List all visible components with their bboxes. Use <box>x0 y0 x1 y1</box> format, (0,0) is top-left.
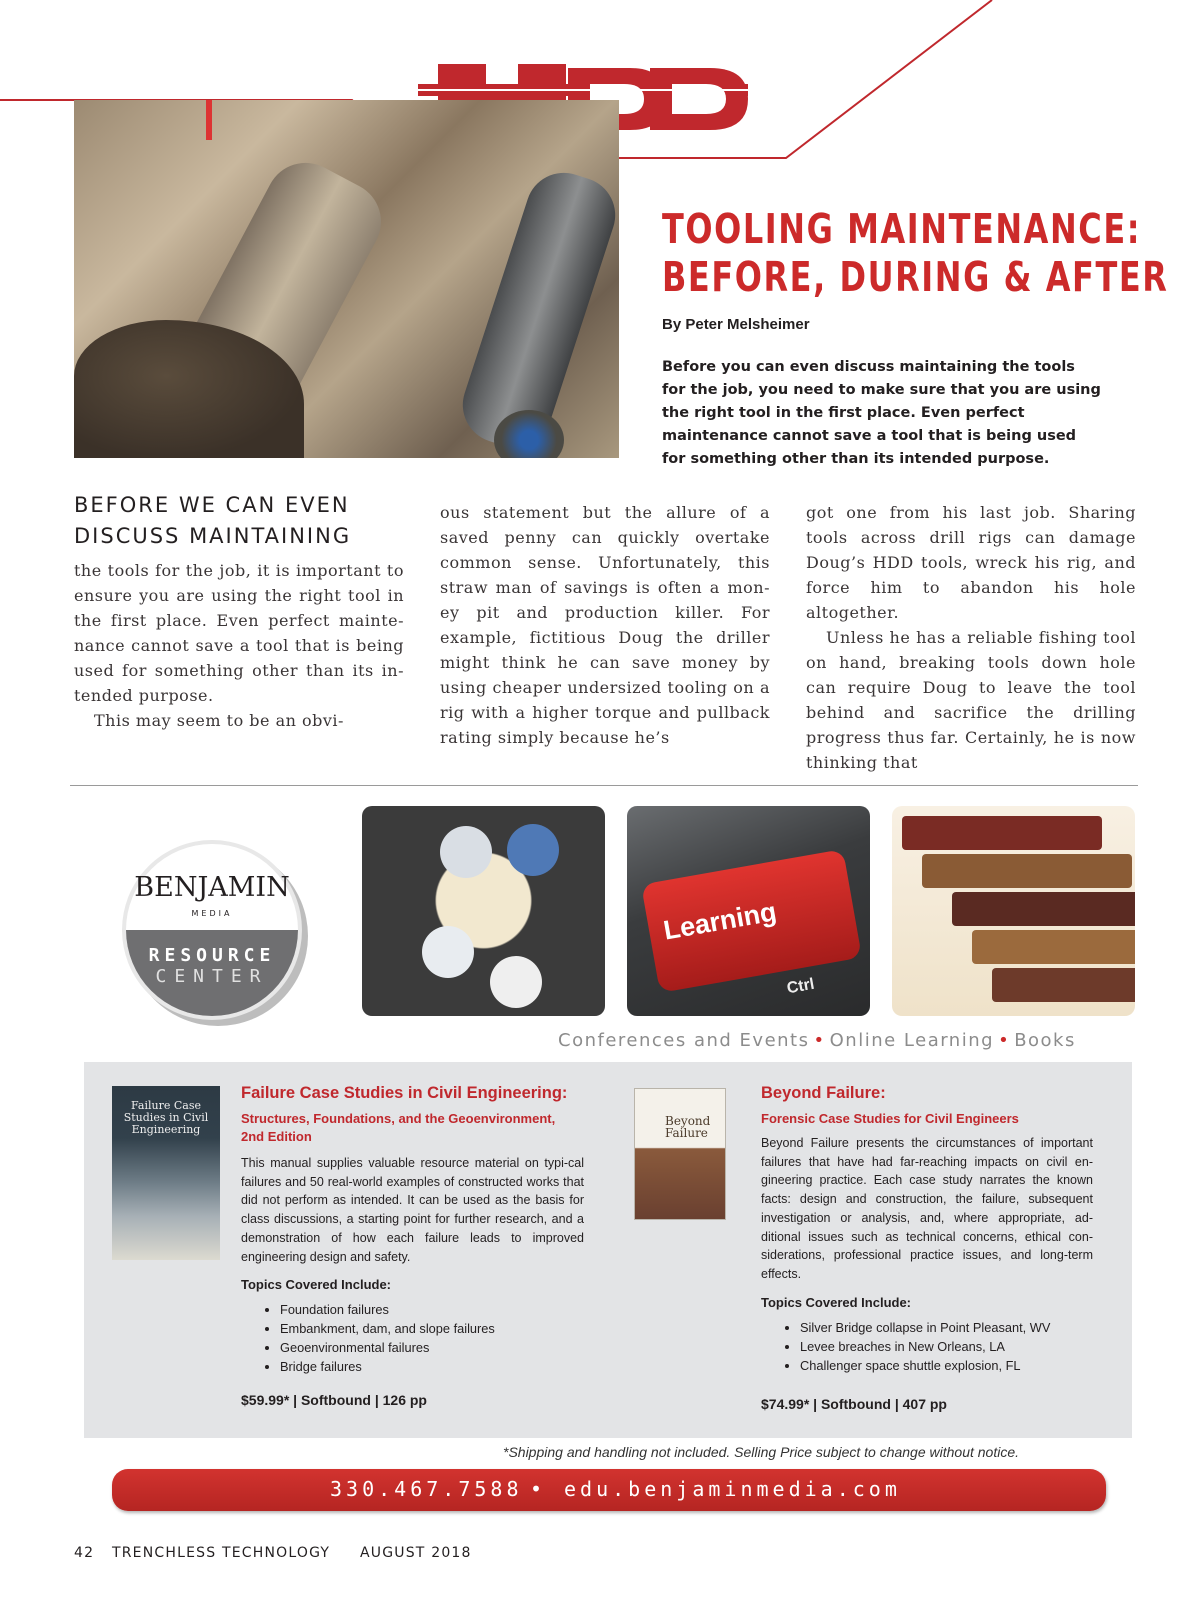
book-price: $74.99* | Softbound | 407 pp <box>761 1396 947 1412</box>
service-item: Online Learning <box>829 1030 995 1051</box>
article-photo <box>74 100 619 458</box>
book-subtitle: Forensic Case Studies for Civil Engineers <box>761 1111 1019 1126</box>
book-cover-title: Beyond Failure <box>665 1114 711 1140</box>
book-cover-failure-case-studies <box>112 1086 220 1260</box>
contact-separator: • <box>530 1477 547 1501</box>
issue-date: AUGUST 2018 <box>360 1545 472 1561</box>
article-title-line2: BEFORE, DURING & AFTER <box>662 253 1169 301</box>
service-item: Books <box>1014 1030 1076 1051</box>
topic-item: • Embankment, dam, and slope failures <box>280 1319 495 1338</box>
body-paragraph: the tools for the job, it is important to ensure you are using the right tool in the first place. Even perfect mainte-nance cannot save a tool that is being used for something other than its in-tended purpose. <box>74 561 404 705</box>
topic-item: • Levee breaches in New Orleans, LA <box>800 1337 1050 1356</box>
logo-resource-text: RESOURCE <box>148 945 276 966</box>
book-title: Failure Case Studies in Civil Engineering: <box>241 1084 568 1102</box>
publication-name: TRENCHLESS TECHNOLOGY <box>112 1545 331 1561</box>
services-line <box>558 1030 1076 1051</box>
learning-key-label: Learning <box>661 896 779 946</box>
logo-media-text: MEDIA <box>191 909 233 918</box>
logo-name-text: BENJAMIN <box>134 872 290 903</box>
book-subtitle: Structures, Foundations, and the Geoenvironment, 2nd Edition <box>241 1111 556 1144</box>
bullet-dot: • <box>813 1030 826 1051</box>
body-paragraph: ous statement but the allure of a saved penny can quickly overtake common sense. Unfortunately, this straw man of savings is often a mon-ey pit and production killer. For example, fictitious Doug the driller might think he can save money by using cheaper undersized tooling on a rig with a higher torque and pullback rating simply because he’s <box>440 503 770 747</box>
topics-heading: Topics Covered Include: <box>761 1295 912 1310</box>
body-column-1 <box>74 490 404 733</box>
photo-marker-rod <box>206 100 212 140</box>
book-price: $59.99* | Softbound | 126 pp <box>241 1392 427 1408</box>
topic-item: • Foundation failures <box>280 1300 495 1319</box>
bullet-dot: • <box>998 1030 1011 1051</box>
body-column-3 <box>806 500 1136 775</box>
service-item: Conferences and Events <box>558 1030 810 1051</box>
body-paragraph: got one from his last job. Sharing tools across drill rigs can damage Doug’s HDD tools, wreck his rig, and force him to abandon his hole altogether. <box>806 503 1136 622</box>
topics-list <box>782 1318 1050 1375</box>
website-link[interactable]: edu.benjaminmedia.com <box>564 1477 901 1501</box>
logo-center-text: CENTER <box>155 966 269 987</box>
book-cover-title: Failure Case Studies in Civil Engineering <box>123 1099 209 1136</box>
body-paragraph: Unless he has a reliable fishing tool on hand, breaking tools down hole can require Doug to leave the tool behind and sacrifice the drilling progress thus far. Certainly, he is now thinking that <box>806 628 1136 772</box>
article-title-line1: TOOLING MAINTENANCE: <box>662 205 1142 253</box>
topics-list <box>262 1300 495 1376</box>
lead-in: BEFORE WE CAN EVEN DISCUSS MAINTAINING <box>74 493 352 548</box>
photo-tool-tip <box>494 410 564 458</box>
body-paragraph: This may seem to be an obvi- <box>94 711 344 730</box>
ctrl-key-label: Ctrl <box>785 975 816 998</box>
benjamin-media-logo <box>114 830 324 1040</box>
topic-item: • Bridge failures <box>280 1357 495 1376</box>
article-title <box>662 205 1168 301</box>
article-deck: Before you can even discuss maintaining the tools for the job, you need to make sure that you are using the right tool in the first place. Even perfect maintenance cannot save a tool that is being used for something other than its intended purpose. <box>662 359 1101 467</box>
topics-heading: Topics Covered Include: <box>241 1277 392 1292</box>
topic-item: • Geoenvironmental failures <box>280 1338 495 1357</box>
book-description: This manual supplies valuable resource material on typi-cal failures and 50 real-world examples of constructed works that did not perform as intended. It can be used as the basis for class discussions, a starting point for further research, and a demonstration of how each failure leads to improved engineering design and safety. <box>241 1156 584 1264</box>
section-divider <box>70 785 1138 786</box>
phone-number: 330.467.7588 <box>330 1477 523 1501</box>
ad-photo-meeting <box>362 806 605 1016</box>
ad-photo-keyboard <box>627 806 870 1016</box>
contact-bar <box>112 1469 1106 1511</box>
book-title: Beyond Failure: <box>761 1084 886 1102</box>
ad-photo-books <box>892 806 1135 1016</box>
body-column-2 <box>440 500 770 750</box>
shipping-disclaimer: *Shipping and handling not included. Selling Price subject to change without notice. <box>503 1444 1020 1460</box>
topic-item: • Challenger space shuttle explosion, FL <box>800 1356 1050 1375</box>
byline: By Peter Melsheimer <box>662 316 810 333</box>
book-description: Beyond Failure presents the circumstances of important failures that have had far-reaching impacts on civil en-gineering practice. Each case study narrates the known facts: design and construction, the failure, subsequent investigation or analysis, and, where appropriate, ad-ditional issues such as technical concerns, ethical con-siderations, professional practice issues, and long-term effects. <box>761 1136 1093 1281</box>
topic-item: • Silver Bridge collapse in Point Pleasant, WV <box>800 1318 1050 1337</box>
page-number: 42 <box>74 1545 95 1561</box>
book-cover-beyond-failure <box>634 1088 726 1220</box>
